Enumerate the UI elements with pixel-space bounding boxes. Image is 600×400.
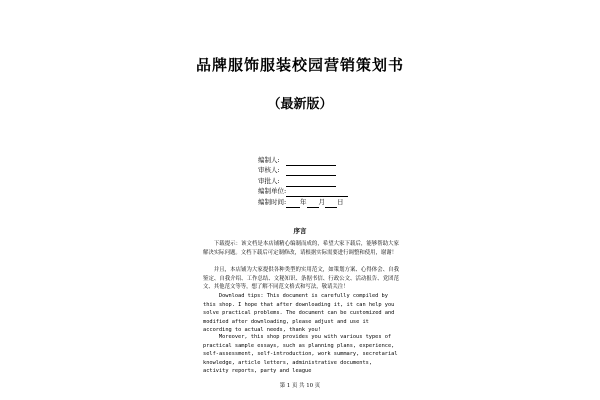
meta-row-date <box>258 197 368 208</box>
blank-line <box>286 157 336 166</box>
day-char: 日 <box>337 197 344 206</box>
blank-line <box>286 167 336 176</box>
meta-label: 编制人: <box>258 155 280 164</box>
document-title: 品牌服饰服装校园营销策划书 <box>195 56 404 74</box>
meta-label: 编制单位: <box>258 187 287 195</box>
preface-paragraph-en: Moreover, this shop provides you with various types of practical sample essays, such as planning plans, experience, self-assessment, self-introduction, work summary, secretarial knowledge, article letters, administrative documents, activity reports, party and league <box>203 334 398 375</box>
preface-paragraph: 并且，本店铺为大家提供各种类型的实用范文，如策划方案、心得体会、自我鉴定、自我介绍、工作总结、文秘知识、条据书信、行政公文、活动报告、党团范文、其他范文等等，想了解不同范文格式和写法，敬请关注！ <box>203 267 399 291</box>
meta-label: 审核人: <box>258 166 280 174</box>
meta-row-approver <box>258 176 368 187</box>
meta-row-author <box>258 155 368 166</box>
meta-row-unit <box>258 187 368 198</box>
month-char: 月 <box>318 197 325 206</box>
meta-label: 审批人: <box>258 176 280 185</box>
document-subtitle: （最新版） <box>267 97 333 112</box>
year-char: 年 <box>300 197 307 206</box>
blank-line <box>286 199 300 208</box>
meta-label: 编制时间: <box>258 197 287 206</box>
preface-paragraph: 下载提示：该文档是本店铺精心编制而成的，希望大家下载后，能够帮助大家解决实际问题。文档下载后可定制修改，请根据实际需要进行调整和使用，谢谢！ <box>203 241 399 256</box>
preface-heading: 序言 <box>293 227 307 235</box>
blank-line <box>307 199 319 208</box>
meta-block <box>258 155 368 208</box>
blank-line <box>325 199 337 208</box>
preface-paragraph-en: Download tips: This document is carefully compiled by this shop. I hope that after downloading it, it can help you solve practical problems. The document can be customized and modified after downloading, please adjust and use it according to actual needs, thank you! <box>203 293 395 334</box>
blank-line <box>286 178 336 187</box>
page-footer: 第 1 页 共 10 页 <box>279 383 321 389</box>
meta-row-reviewer <box>258 166 368 177</box>
